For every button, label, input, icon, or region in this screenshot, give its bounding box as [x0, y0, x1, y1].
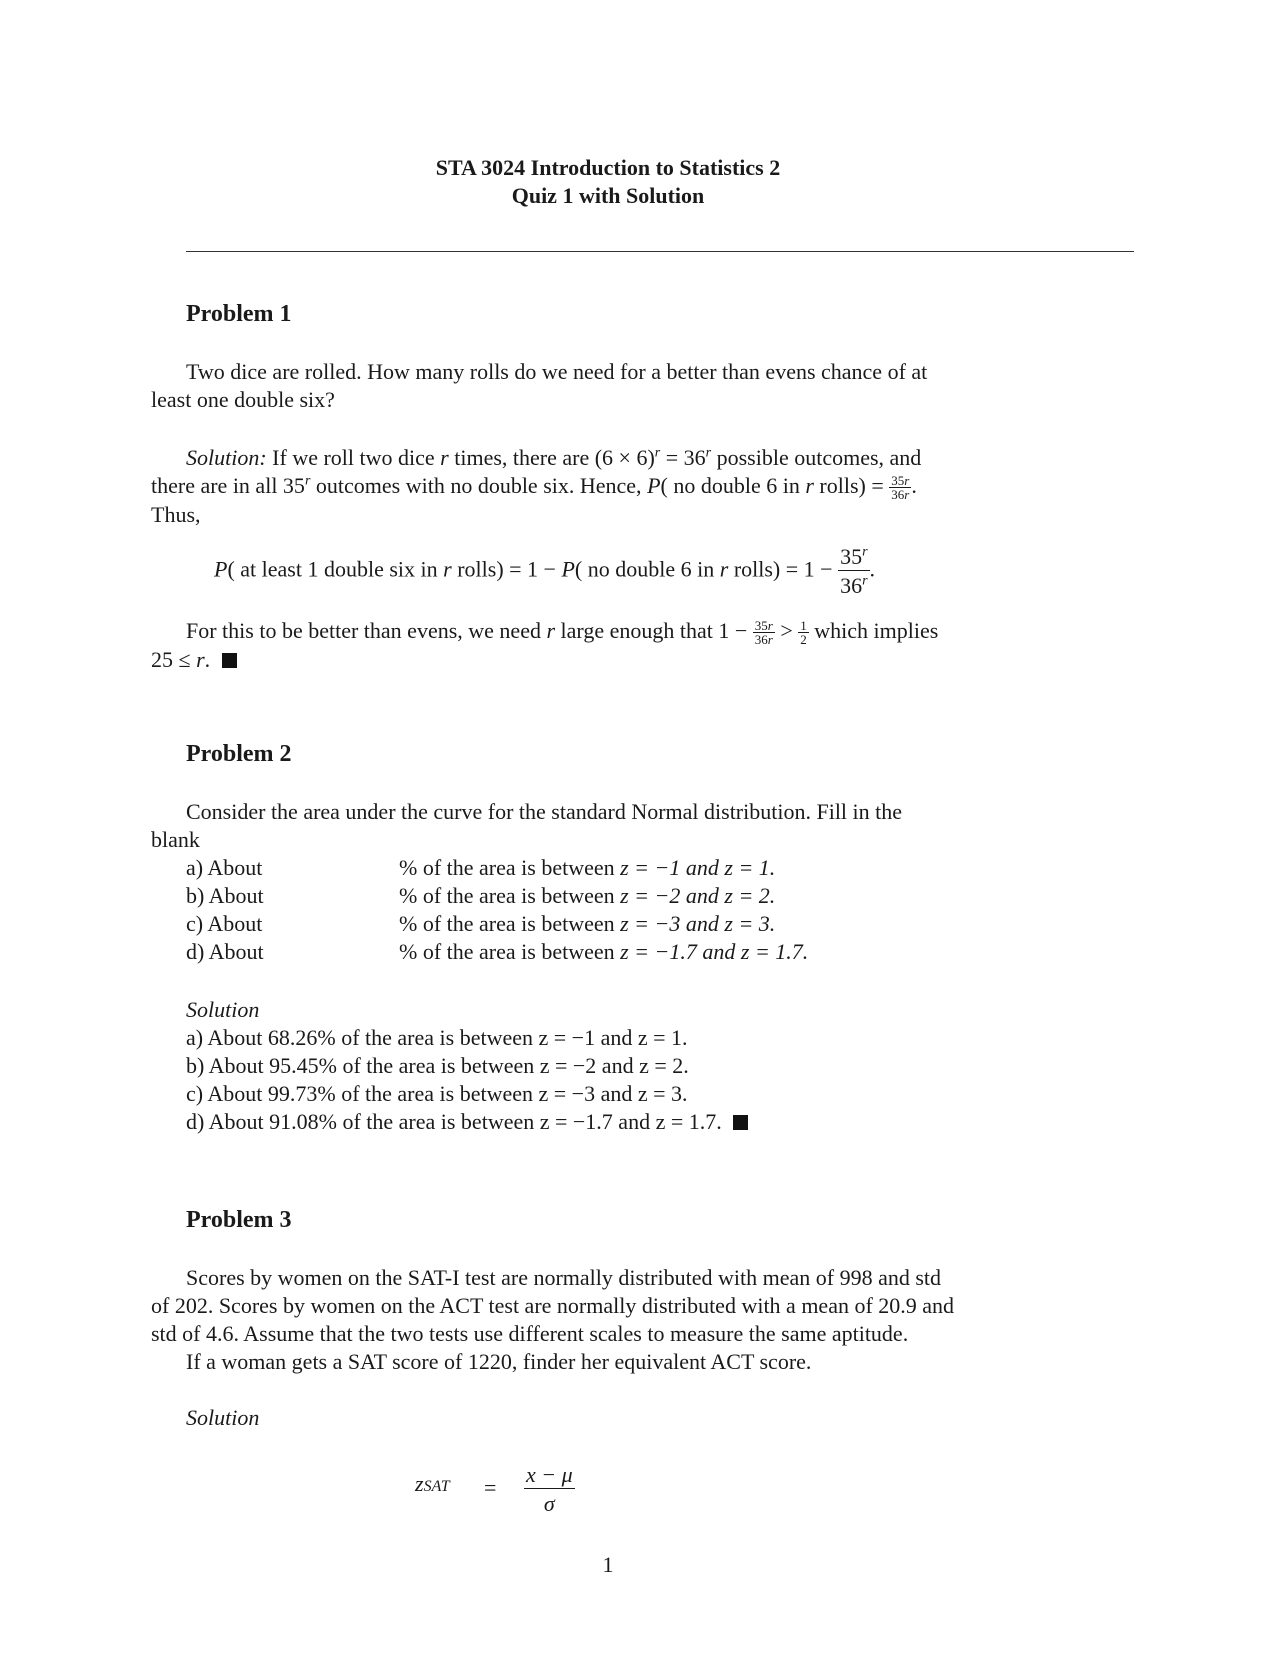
title-rule — [186, 251, 1134, 252]
problem3-solution-label: Solution — [186, 1405, 260, 1430]
zsat-equation: zSAT — [415, 1471, 450, 1496]
qed-square-icon — [222, 653, 237, 668]
problem2-question: Consider the area under the curve for the standard Normal distribution. Fill in the blank — [151, 799, 903, 852]
page-number: 1 — [602, 1552, 614, 1577]
fraction-one-half: $\frac{1}{2}$ — [800, 618, 807, 648]
problem3-question: Scores by women on the SAT-I test are normally distributed with mean of 998 and std of 202. Scores by women on the ACT test are normally distributed with a mean of 20.9 and std of 4.6. Assume that the two tests use different scales to measure the same aptitude. If a woman gets a SAT score of 1220, finder her equivalent ACT score. — [151, 1265, 955, 1374]
page-subtitle: Quiz 1 with Solution — [511, 183, 705, 208]
fraction-35r-36r-large: $\frac{35^r}{36^r}$ — [840, 544, 868, 598]
solution-line-a: a) About 68.26% of the area is between z = −1 and z = 1. — [186, 1025, 688, 1050]
blank-row-b: b) About % of the area is between z = −2 and z = 2. — [186, 883, 776, 908]
equals-sign: = — [484, 1475, 497, 1500]
fraction-35r-36r: $\frac{35r}{36r}$ — [891, 473, 910, 503]
solution-line-d: d) About 91.08% of the area is between z = −1.7 and z = 1.7. — [186, 1108, 748, 1136]
problem2-heading: Problem 2 — [186, 741, 292, 767]
solution-line-c: c) About 99.73% of the area is between z = −3 and z = 3. — [186, 1081, 688, 1106]
fraction-35r-36r: $\frac{35r}{36r}$ — [754, 618, 773, 648]
problem2-solution-label: Solution — [186, 997, 260, 1022]
problem1-display-equation: P( at least 1 double six in r rolls) = 1 − P( no double 6 in r rolls) = 1 − $\frac{35^r}{36^r}$ . — [214, 544, 876, 598]
z-score-fraction: $\frac{x - \mu}{\sigma}$ — [526, 1462, 573, 1516]
problem3-heading: Problem 3 — [186, 1207, 292, 1233]
blank-row-d: d) About % of the area is between z = −1.7 and z = 1.7. — [186, 939, 809, 964]
problem1-question: Two dice are rolled. How many rolls do we need for a better than evens chance of at least one double six? — [151, 359, 928, 412]
blank-row-c: c) About % of the area is between z = −3 and z = 3. — [186, 911, 776, 936]
problem1-heading: Problem 1 — [186, 301, 292, 327]
solution-line-b: b) About 95.45% of the area is between z = −2 and z = 2. — [186, 1053, 689, 1078]
qed-square-icon — [733, 1115, 748, 1130]
page-title: STA 3024 Introduction to Statistics 2 — [435, 155, 781, 180]
problem1-solution: Solution: If we roll two dice r times, there are $(6 \times 6)^r = 36^r$ possible outcomes, and there are in all 35$^r$ outcomes with no double six. Hence, P( no double 6 in r rolls) = $\frac{35r}{36r}$ . Thus, — [151, 445, 922, 528]
problem1-conclusion: For this to be better than evens, we need r large enough that 1 − $\frac{35r}{36r}$ > $\frac{1}{2}$ which implies 25 ≤ r. — [151, 618, 939, 673]
blank-row-a: a) About % of the area is between z = −1 and z = 1. — [186, 855, 776, 880]
